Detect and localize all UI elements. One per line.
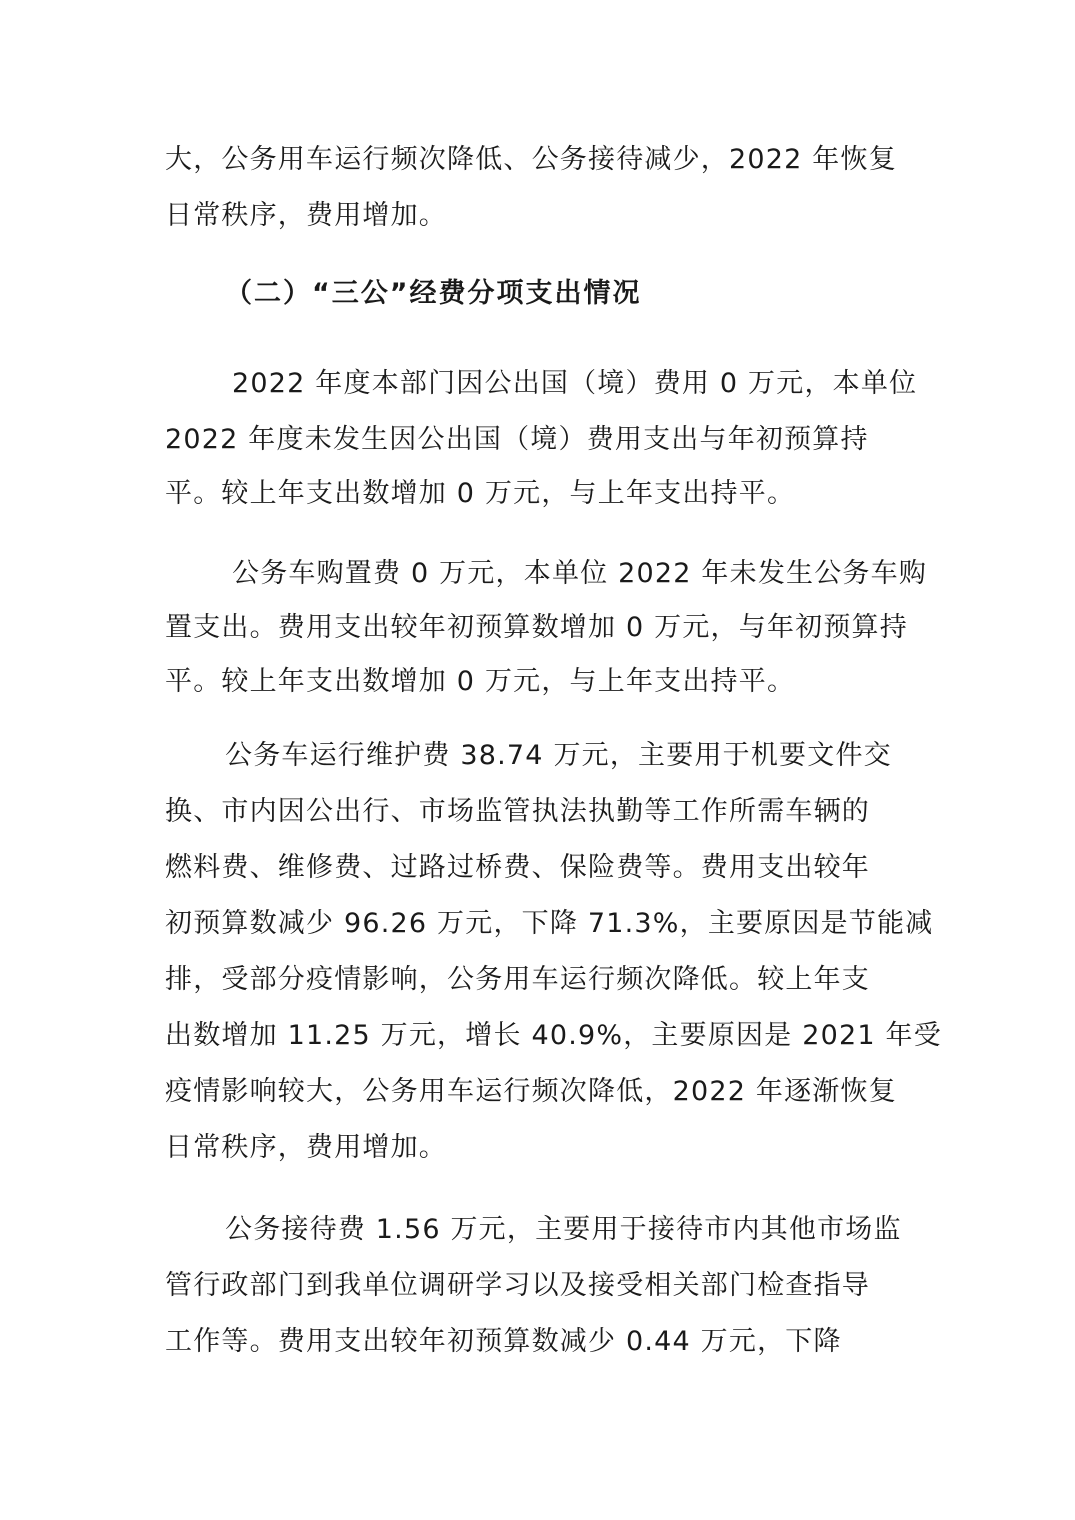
vehicle-operation-line-5: 排，受部分疫情影响，公务用车运行频次降低。较上年支: [165, 964, 870, 995]
overseas-line-1: 2022 年度本部门因公出国（境）费用 0 万元，本单位: [232, 368, 918, 399]
overseas-line-3: 平。较上年支出数增加 0 万元，与上年支出持平。: [165, 478, 796, 509]
overseas-line-2: 2022 年度未发生因公出国（境）费用支出与年初预算持: [165, 424, 869, 455]
reception-line-3: 工作等。费用支出较年初预算数减少 0.44 万元，下降: [165, 1326, 842, 1357]
reception-line-1: 公务接待费 1.56 万元，主要用于接待市内其他市场监: [225, 1214, 902, 1245]
vehicle-operation-line-8: 日常秩序，费用增加。: [165, 1132, 447, 1163]
vehicle-operation-line-2: 换、市内因公出行、市场监管执法执勤等工作所需车辆的: [165, 796, 870, 827]
vehicle-purchase-line-2: 置支出。费用支出较年初预算数增加 0 万元，与年初预算持: [165, 612, 908, 643]
reception-line-2: 管行政部门到我单位调研学习以及接受相关部门检查指导: [165, 1270, 870, 1301]
vehicle-operation-line-7: 疫情影响较大，公务用车运行频次降低，2022 年逐渐恢复: [165, 1076, 897, 1107]
intro-line-1: 大，公务用车运行频次降低、公务接待减少，2022 年恢复: [165, 144, 897, 175]
intro-line-2: 日常秩序，费用增加。: [165, 200, 447, 231]
vehicle-operation-line-6: 出数增加 11.25 万元，增长 40.9%，主要原因是 2021 年受: [165, 1020, 942, 1051]
vehicle-purchase-line-1: 公务车购置费 0 万元，本单位 2022 年未发生公务车购: [232, 558, 928, 589]
vehicle-purchase-line-3: 平。较上年支出数增加 0 万元，与上年支出持平。: [165, 666, 796, 697]
section-heading: （二）“三公”经费分项支出情况: [225, 278, 642, 309]
vehicle-operation-line-3: 燃料费、维修费、过路过桥费、保险费等。费用支出较年: [165, 852, 870, 883]
vehicle-operation-line-4: 初预算数减少 96.26 万元，下降 71.3%，主要原因是节能减: [165, 908, 934, 939]
vehicle-operation-line-1: 公务车运行维护费 38.74 万元，主要用于机要文件交: [225, 740, 892, 771]
